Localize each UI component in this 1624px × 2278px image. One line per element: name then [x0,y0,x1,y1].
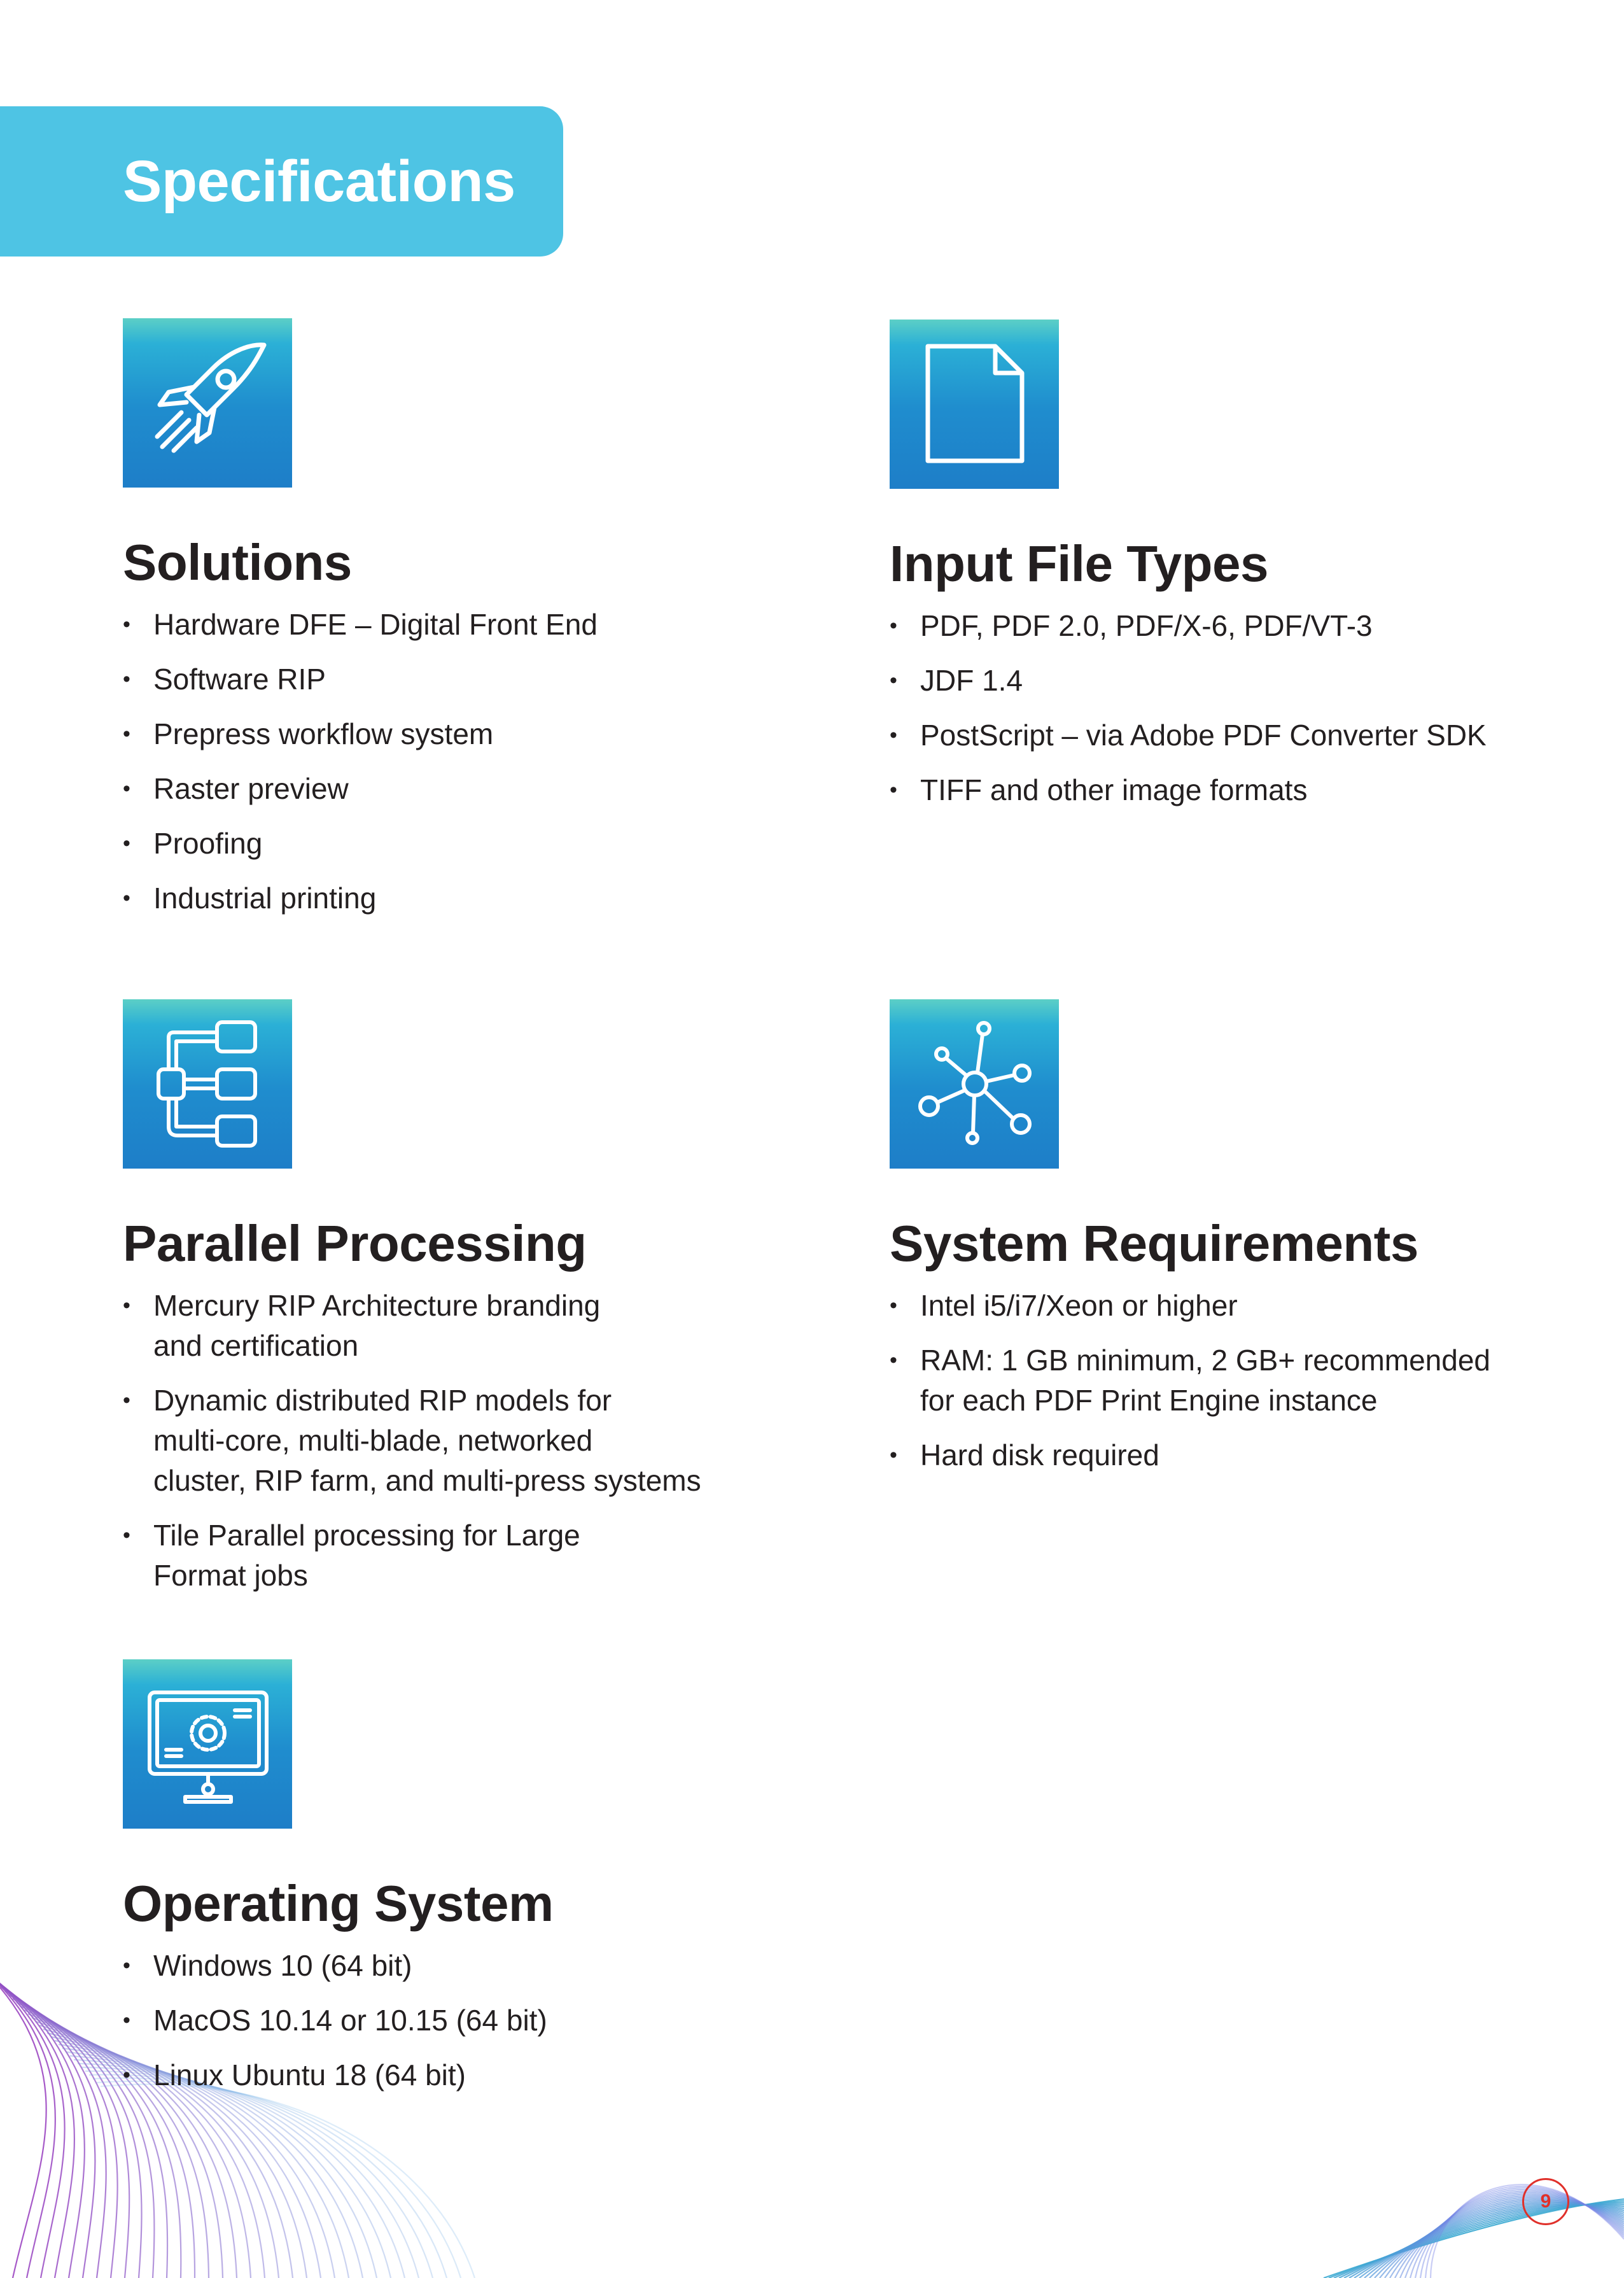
wave-line [97,2081,461,2278]
wave-line [1380,2200,1624,2278]
wave-line [5,1991,129,2278]
wave-line [0,1972,74,2278]
system-requirements-list [890,1286,1590,1475]
list-item: • Mercury RIP Architecture branding and certification [123,1286,823,1366]
section-input-file-types [890,320,1590,825]
wave-line [1405,2193,1624,2278]
flowchart-icon [123,999,292,1169]
page-number: 9 [1522,2178,1569,2225]
wave-line [9,1995,142,2278]
operating-system-heading: Operating System [123,1875,554,1932]
wave-line [0,1968,65,2278]
section-solutions [123,318,759,933]
solutions-heading: Solutions [123,534,352,591]
wave-line [1324,2199,1624,2278]
solutions-icon-tile [123,318,292,488]
wave-line [0,1964,55,2278]
wave-line [1,1987,118,2278]
list-item: • MacOS 10.14 or 10.15 (64 bit) [123,2000,823,2041]
operating-system-list [123,1946,823,2095]
wave-line [1349,2205,1624,2278]
list-item: • Hard disk required [890,1435,1590,1475]
page-title: Specifications [123,149,515,214]
list-item: • Software RIP [123,659,759,700]
operating-system-icon-tile [123,1659,292,1829]
system-requirements-icon-tile [890,999,1059,1169]
list-item: • Industrial printing [123,878,759,918]
input-file-types-icon-tile [890,320,1059,489]
wave-line [0,1983,106,2278]
list-item: • Windows 10 (64 bit) [123,1946,823,1986]
wave-line [1395,2196,1624,2278]
list-item: • Prepress workflow system [123,714,759,754]
wave-line [0,1960,46,2278]
parallel-processing-heading: Parallel Processing [123,1215,587,1272]
system-requirements-heading: System Requirements [890,1215,1418,1272]
list-item: • Linux Ubuntu 18 (64 bit) [123,2055,823,2095]
list-item: • PDF, PDF 2.0, PDF/X-6, PDF/VT-3 [890,606,1590,646]
wave-line [101,2085,475,2278]
list-item: • JDF 1.4 [890,661,1590,701]
wave-line [1400,2194,1624,2278]
list-item: • RAM: 1 GB minimum, 2 GB+ recommended for each PDF Print Engine instance [890,1340,1590,1421]
list-item: • Hardware DFE – Digital Front End [123,605,759,645]
section-operating-system [123,1659,823,2110]
list-item: • Dynamic distributed RIP models for multi-core, multi-blade, networked cluster, RIP farm, and multi-press systems [123,1381,823,1501]
list-item: • Raster preview [123,769,759,809]
header-banner [0,106,563,257]
monitor-gear-icon [123,1659,292,1829]
section-system-requirements [890,999,1590,1490]
wave-line [1385,2198,1624,2278]
list-item: • TIFF and other image formats [890,770,1590,810]
list-item: • Intel i5/i7/Xeon or higher [890,1286,1590,1326]
solutions-list [123,605,759,918]
wave-line [0,1976,85,2278]
input-file-types-heading: Input File Types [890,535,1269,592]
wave-line [1359,2204,1624,2278]
wave-line [1339,2204,1624,2278]
list-item: • PostScript – via Adobe PDF Converter SDK [890,715,1590,756]
rocket-icon [123,318,292,488]
network-hub-icon [890,999,1059,1169]
wave-line [1344,2205,1624,2278]
list-item: • Proofing [123,824,759,864]
parallel-processing-icon-tile [123,999,292,1169]
wave-line [1334,2203,1624,2278]
list-item: • Tile Parallel processing for Large Format jobs [123,1515,823,1596]
wave-line [1369,2202,1624,2278]
document-icon [890,320,1059,489]
wave-line [0,1979,95,2278]
wave-line [1329,2201,1624,2278]
wave-line [1415,2190,1624,2278]
wave-line [1364,2203,1624,2278]
section-parallel-processing [123,999,823,1610]
wave-line [1390,2197,1624,2278]
wave-line [1410,2191,1624,2278]
wave-line [1354,2204,1624,2278]
input-file-types-list [890,606,1590,810]
wave-line [1375,2201,1624,2278]
parallel-processing-list [123,1286,823,1596]
